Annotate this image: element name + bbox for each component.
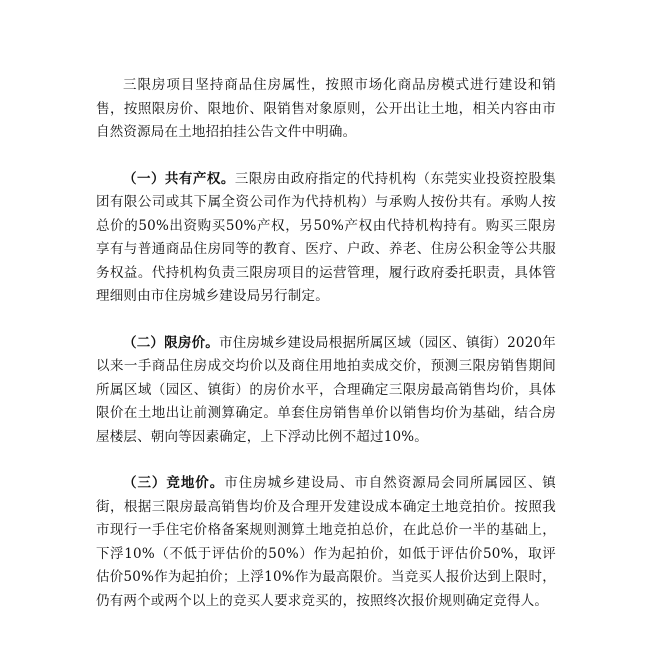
paragraph-body: 市住房城乡建设局根据所属区域（园区、镇街）2020年以来一手商品住房成交均价以及商住用地拍卖成交价，预测三限房销售期间所属区域（园区、镇街）的房价水平，合理确定三限房最高销售均价，具体限价在土地出让前测算确定。单套住房销售单价以销售均价为基础，结合房屋楼层、朝向等因素确定，上下浮动比例不超过10%。 xyxy=(96,334,556,445)
land-bidding-paragraph xyxy=(96,472,556,613)
document-page xyxy=(96,74,556,613)
intro-paragraph xyxy=(96,74,556,145)
section-heading-land-bidding: （三）竞地价。 xyxy=(123,475,225,491)
shared-ownership-paragraph xyxy=(96,168,556,309)
price-limit-paragraph xyxy=(96,332,556,450)
section-heading-price-limit: （二）限房价。 xyxy=(123,334,220,351)
paragraph-body: 三限房项目坚持商品住房属性，按照市场化商品房模式进行建设和销售，按照限房价、限地价、限销售对象原则，公开出让土地，相关内容由市自然资源局在土地招拍挂公告文件中明确。 xyxy=(96,77,556,140)
paragraph-body: 市住房城乡建设局、市自然资源局会同所属园区、镇街，根据三限房最高销售均价及合理开发建设成本确定土地竞拍价。按照我市现行一手住宅价格备案规则测算土地竞拍总价，在此总价一半的基础上，下浮10%（不低于评估价的50%）作为起拍价，如低于评估价50%，取评估价50%作为起拍价；上浮10%作为最高限价。当竞买人报价达到上限时，仍有两个或两个以上的竞买人要求竞买的，按照终次报价规则确定竞得人。 xyxy=(96,475,556,609)
paragraph-body: 三限房由政府指定的代持机构（东莞实业投资控股集团有限公司或其下属全资公司作为代持机构）与承购人按份共有。承购人按总价的50%出资购买50%产权，另50%产权由代持机构持有。购买三限房享有与普通商品住房同等的教育、医疗、户政、养老、住房公积金等公共服务权益。代持机构负责三限房项目的运营管理，履行政府委托职责，具体管理细则由市住房城乡建设局另行制定。 xyxy=(96,170,556,304)
section-heading-shared-ownership: （一）共有产权。 xyxy=(123,170,235,187)
